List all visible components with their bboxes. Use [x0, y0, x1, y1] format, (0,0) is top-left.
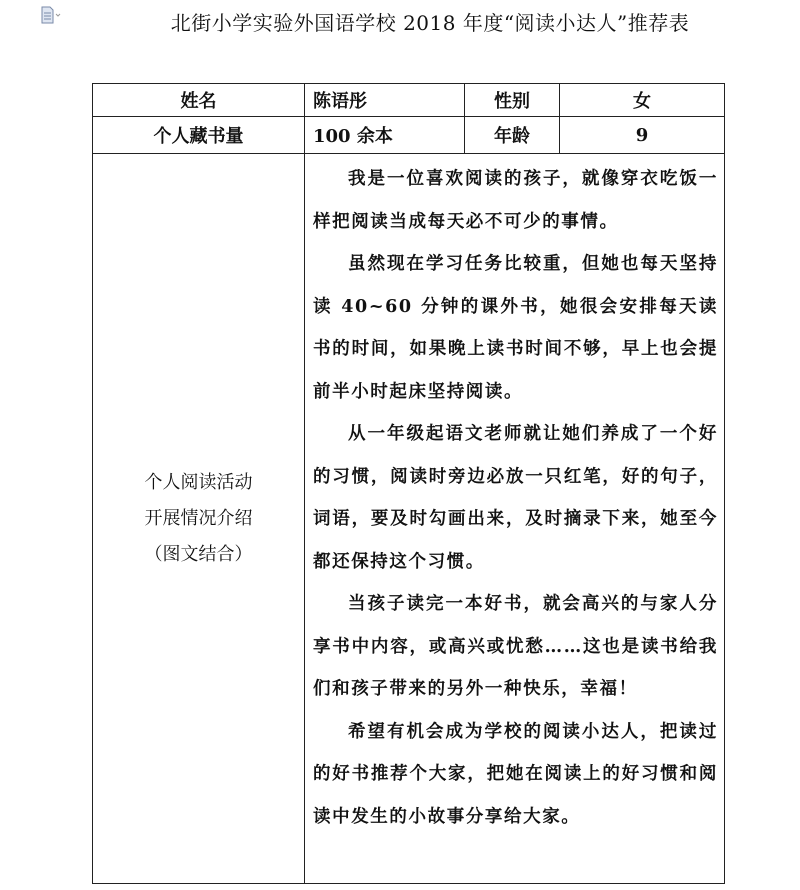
activity-label [93, 154, 305, 884]
paragraph: 从一年级起语文老师就让她们养成了一个好的习惯，阅读时旁边必放一只红笔，好的句子，词语，要及时勾画出来，及时摘录下来，她至今都还保持这个习惯。 [313, 424, 718, 572]
gender-label: 性别 [465, 84, 560, 117]
book-count-label: 个人藏书量 [93, 117, 305, 154]
age-value: 9 [560, 117, 725, 154]
name-value: 陈语彤 [305, 84, 465, 117]
age-label: 年龄 [465, 117, 560, 154]
paragraph: 希望有机会成为学校的阅读小达人，把读过的好书推荐个大家，把她在阅读上的好习惯和阅读中发生的小故事分享给大家。 [313, 721, 718, 827]
activity-description [305, 154, 725, 884]
table-row [93, 154, 725, 884]
page-title: 北街小学实验外国语学校 2018 年度“阅读小达人”推荐表 [170, 11, 690, 35]
book-count-value: 100 余本 [305, 117, 465, 154]
activity-label-line2: 开展情况介绍 [144, 507, 253, 529]
name-label: 姓名 [93, 84, 305, 117]
paragraph: 我是一位喜欢阅读的孩子，就像穿衣吃饭一样把阅读当成每天必不可少的事情。 [313, 169, 718, 232]
gender-value: 女 [560, 84, 725, 117]
activity-label-line3: （图文结合） [144, 543, 253, 565]
paragraph: 虽然现在学习任务比较重，但她也每天坚持读 40~60 分钟的课外书，她很会安排每天读书的时间，如果晚上读书时间不够，早上也会提前半小时起床坚持阅读。 [313, 254, 718, 402]
document-icon[interactable] [41, 6, 61, 24]
activity-label-line1: 个人阅读活动 [144, 471, 253, 493]
recommendation-table [92, 83, 725, 884]
paragraph: 当孩子读完一本好书，就会高兴的与家人分享书中内容，或高兴或忧愁……这也是读书给我们和孩子带来的另外一种快乐，幸福！ [313, 594, 718, 699]
table-row [93, 117, 725, 154]
table-row [93, 84, 725, 117]
